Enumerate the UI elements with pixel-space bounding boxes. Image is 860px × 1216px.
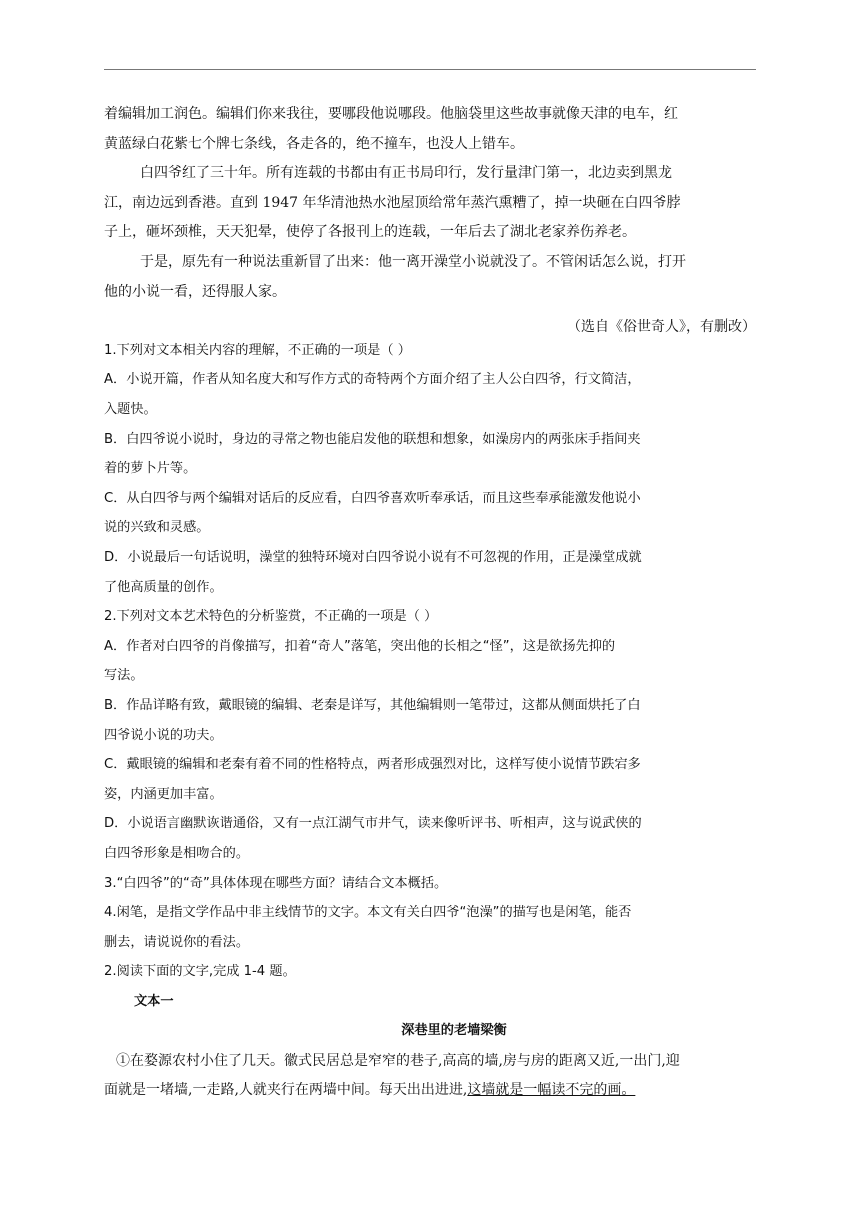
source-citation: （选自《俗世奇人》，有删改）	[567, 319, 756, 335]
question-2-option: C．戴眼镜的编辑和老秦有着不同的性格特点，两者形成强烈对比，这样写使小说情节跌宕多	[104, 757, 641, 772]
question-1-option: 着的萝卜片等。	[104, 461, 197, 476]
question-1-option: C．从白四爷与两个编辑对话后的反应看，白四爷喜欢听奉承话，而且这些奉承能激发他说小	[104, 491, 641, 506]
story-line: 白四爷红了三十年。所有连载的书都由有正书局印行，发行量津门第一，北边卖到黑龙	[140, 165, 672, 181]
article-text: 面就是一堵墙,一走路,人就夹行在两墙中间。每天出出进进,	[104, 1082, 468, 1098]
article-paragraph: ①在婺源农村小住了几天。徽式民居总是窄窄的巷子,高高的墙,房与房的距离又近,一出门,迎	[116, 1053, 680, 1069]
question-2-option: 写法。	[104, 668, 144, 683]
question-1-option: B．白四爷说小说时，身边的寻常之物也能启发他的联想和想象，如澡房内的两张床手指间夹	[104, 432, 641, 447]
article-paragraph	[104, 1080, 756, 1100]
question-2-option: 四爷说小说的功夫。	[104, 728, 223, 743]
question-1-option: D．小说最后一句话说明，澡堂的独特环境对白四爷说小说有不可忽视的作用，正是澡堂成就	[104, 550, 642, 565]
underlined-sentence: 这墙就是一幅读不完的画。	[467, 1082, 636, 1098]
question-2-option: 白四爷形象是相吻合的。	[104, 846, 250, 861]
question-1-option: 入题快。	[104, 402, 157, 417]
question-1-option: 说的兴致和灵感。	[104, 520, 210, 535]
header-rule	[104, 69, 756, 70]
story-line: 于是，原先有一种说法重新冒了出来：他一离开澡堂小说就没了。不管闲话怎么说，打开	[140, 254, 686, 270]
story-line: 黄蓝绿白花紫七个牌七条线，各走各的，绝不撞车，也没人上错车。	[104, 136, 524, 152]
question-1-option: A．小说开篇，作者从知名度大和写作方式的奇特两个方面介绍了主人公白四爷，行文简洁，	[104, 372, 641, 387]
question-4: 4.闲笔，是指文学作品中非主线情节的文字。本文有关白四爷“泡澡”的描写也是闲笔，能否	[104, 905, 632, 920]
story-line: 着编辑加工润色。编辑们你来我往，要哪段他说哪段。他脑袋里这些故事就像天津的电车，红	[104, 106, 678, 122]
question-1-stem: 1.下列对文本相关内容的理解，不正确的一项是（ ）	[104, 343, 411, 358]
text-label: 文本一	[134, 994, 174, 1009]
question-2-option: A．作者对白四爷的肖像描写，扣着“奇人”落笔，突出他的长相之“怪”，这是欲扬先抑的	[104, 639, 616, 654]
question-3: 3.“白四爷”的“奇”具体体现在哪些方面？请结合文本概括。	[104, 876, 448, 891]
question-4: 删去，请说说你的看法。	[104, 935, 250, 950]
section-2-intro: 2.阅读下面的文字,完成 1-4 题。	[104, 964, 296, 979]
story-line: 子上，砸坏颈椎，天天犯晕，使停了各报刊上的连载，一年后去了湖北老家养伤养老。	[104, 224, 636, 240]
question-2-option: 姿，内涵更加丰富。	[104, 787, 223, 802]
story-line: 江，南边远到香港。直到 1947 年华清池热水池屋顶给常年蒸汽熏糟了，掉一块砸在白四爷脖	[104, 195, 681, 211]
question-2-stem: 2.下列对文本艺术特色的分析鉴赏，不正确的一项是（ ）	[104, 609, 438, 624]
question-2-option: B．作品详略有致，戴眼镜的编辑、老秦是详写，其他编辑则一笔带过，这都从侧面烘托了白	[104, 698, 641, 713]
question-1-option: 了他高质量的创作。	[104, 580, 223, 595]
story-line: 他的小说一看，还得服人家。	[104, 284, 286, 300]
article-title: 深巷里的老墙梁衡	[401, 1023, 507, 1038]
question-2-option: D．小说语言幽默诙谐通俗，又有一点江湖气市井气，读来像听评书、听相声，这与说武侠的	[104, 816, 642, 831]
